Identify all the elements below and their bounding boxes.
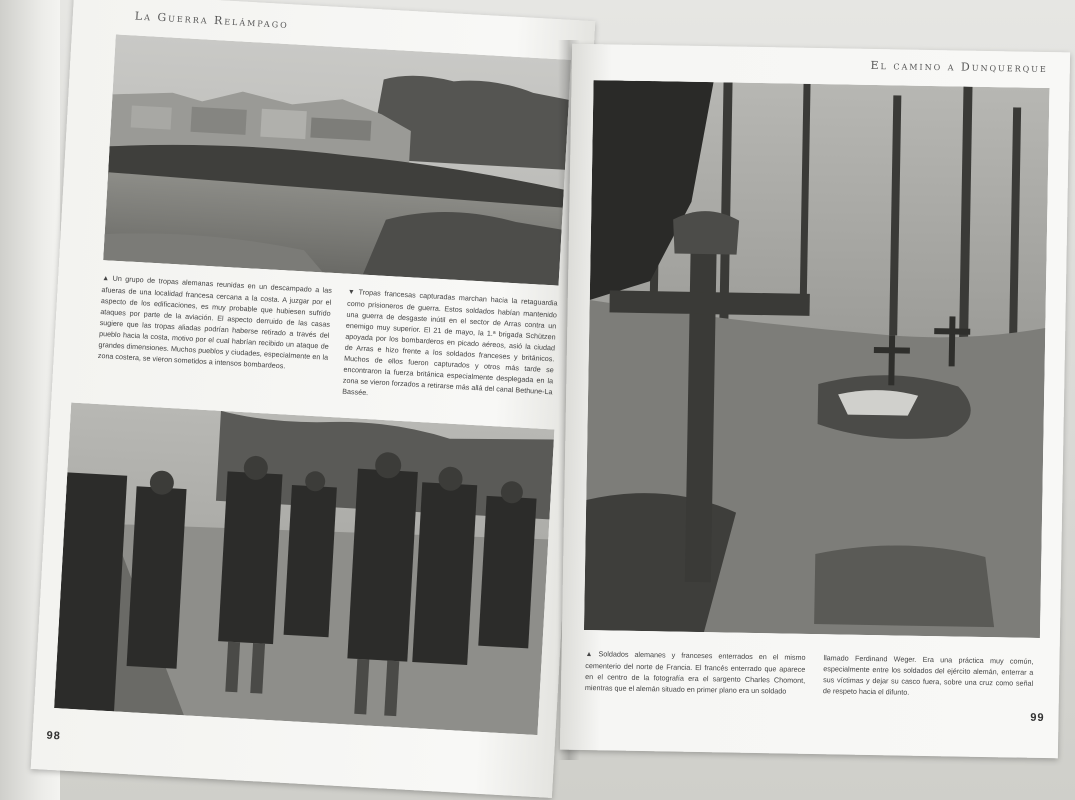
- right-page: [560, 44, 1070, 759]
- photo-field-village: [103, 34, 571, 285]
- caption-prisoners: [342, 286, 558, 409]
- photo-cemetery: [584, 80, 1050, 638]
- left-page: [31, 0, 596, 798]
- caption-marker: ▲: [101, 275, 111, 283]
- caption-prisoners-text: Tropas francesas capturadas marchan hacia la retaguardia como prisioneros de guerra. Estos soldados habían mantenido una guerra de desgaste inútil en el sector de Arras contra un enemigo muy superior. El 21 de mayo, la 1.ª brigada Schützen apoyada por los bombarderos en picado aéreos, asió la ciudad de Arras e hizo frente a los soldados franceses y británicos. Muchos de ellos fueron capturados y otros más tarde se encontraron la fuerza británica especialmente desplegada en la zona se vieron forzados a retirarse más allá del canal Bethune-La Bassée.: [342, 287, 558, 398]
- caption-cemetery-left: [585, 648, 806, 697]
- photo-marching-prisoners: [54, 403, 554, 736]
- left-page-number: 98: [46, 729, 62, 743]
- caption-field-text: Un grupo de tropas alemanas reunidas en un descampado a las afueras de una localidad francesa cercana a la costa. A juzgar por el aspecto de los edificaciones, es muy probable que hubiesen sufrido ataques por parte de la aviación. El aspecto derruido de las casas sugiere que las tropas aliadas podrían haberse retirado a través del pueblo hacia la costa, motivo por el cual habrían recibido un ataque de grandes dimensiones. Muchos pueblos y ciudades, especialmente en la zona costera, se vieron sometidos a intensos bombardeos.: [97, 273, 333, 371]
- caption-marker-down: ▼: [347, 288, 357, 297]
- left-running-head: La Guerra Relámpago: [134, 9, 290, 32]
- caption-field: [98, 272, 333, 374]
- right-page-number: 99: [1030, 711, 1045, 725]
- caption-marker: ▲: [585, 651, 597, 659]
- right-running-head: El camino a Dunquerque: [870, 58, 1048, 76]
- caption-cemetery-left-text: Soldados alemanes y franceses enterrados en el mismo cementerio del norte de Francia. El francés enterrado que aparece en el centro de la fotografía era el sargento Charles Chomont, mientras que el alemán situado en primer plano era un soldado: [584, 649, 806, 696]
- caption-cemetery-right: llamado Ferdinand Weger. Era una práctica muy común, especialmente entre los soldados del ejército alemán, enterrar a sus víctimas y dejar su casco fuera, sobre una cruz como señal de respeto hacia el difunto.: [822, 653, 1034, 697]
